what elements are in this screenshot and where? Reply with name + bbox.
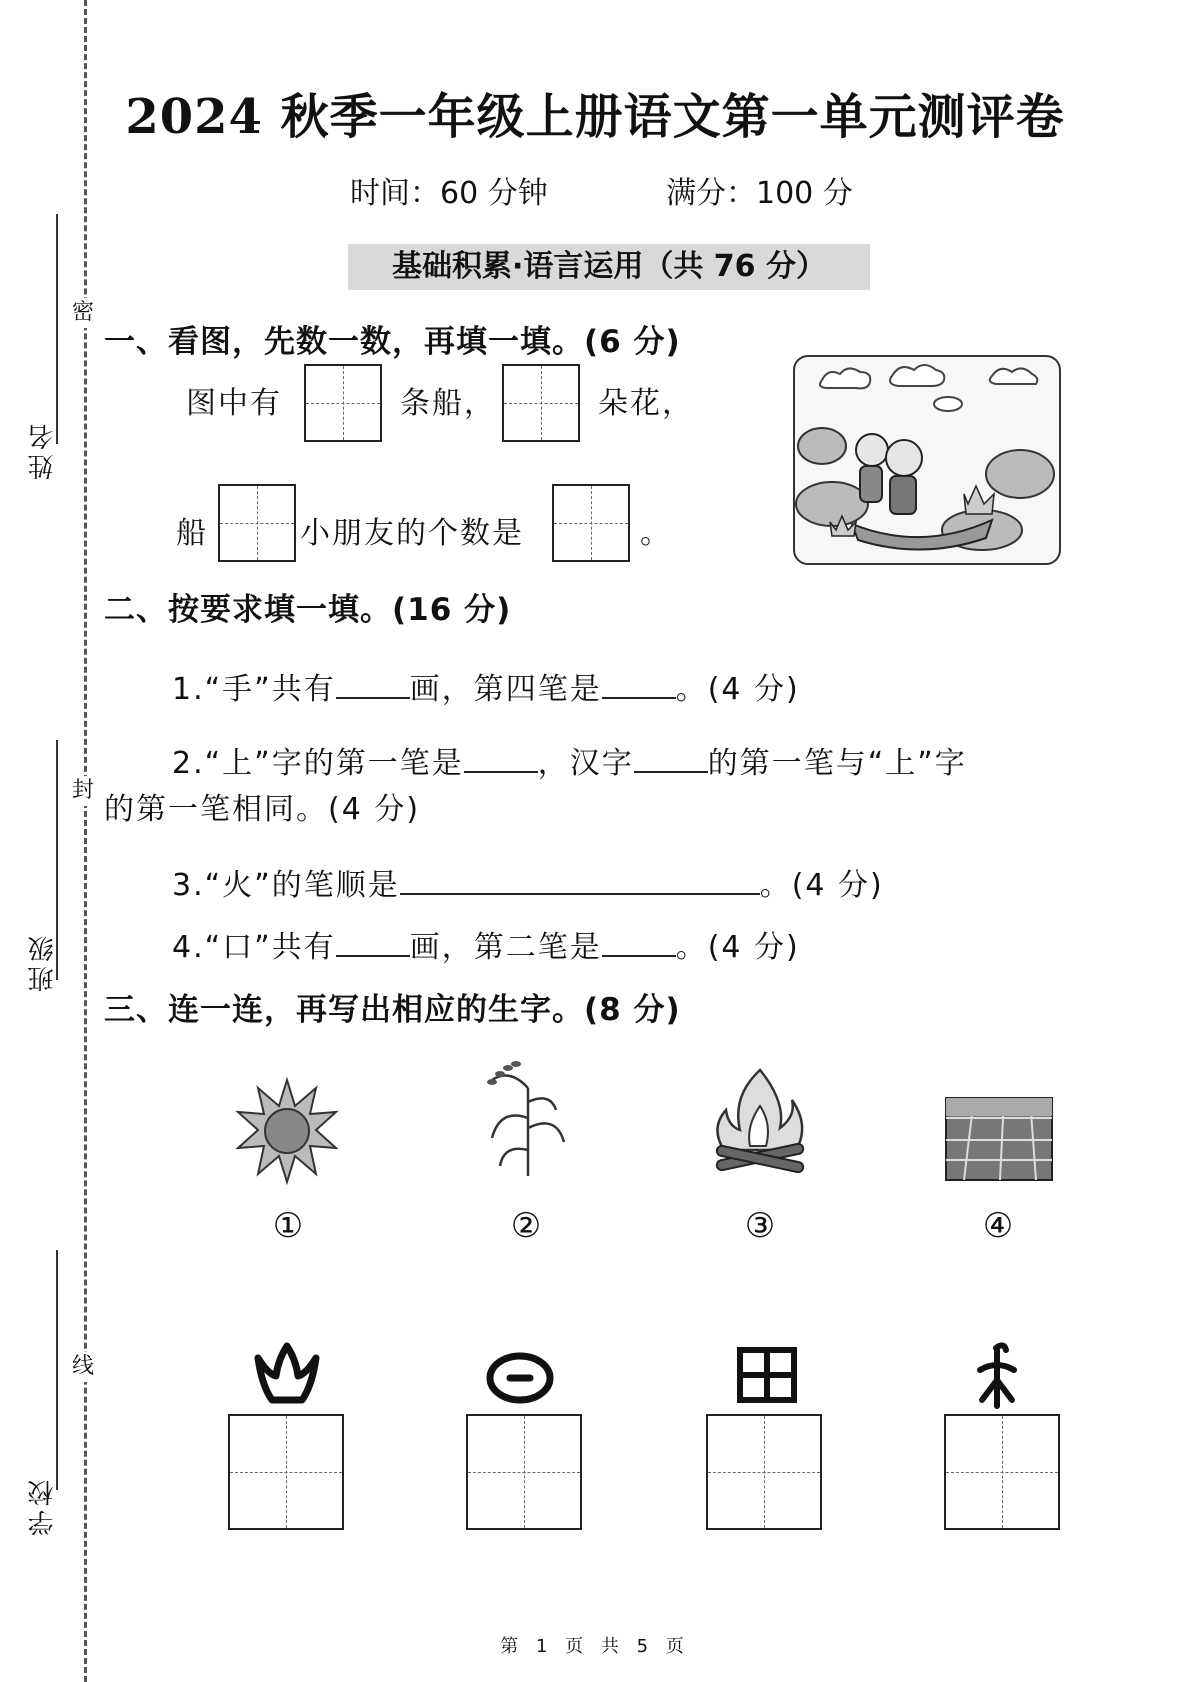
boat-lotus-picture bbox=[792, 354, 1062, 566]
seal-mark-mi: 密 bbox=[72, 298, 94, 328]
q1-text-5: 小朋友的个数是 bbox=[300, 516, 524, 551]
q1-heading: 一、看图，先数一数，再填一填。(6 分) bbox=[104, 324, 681, 360]
q1-answer-box-boats[interactable] bbox=[304, 364, 382, 442]
q3-answer-box-4[interactable] bbox=[944, 1414, 1060, 1530]
q2-item-3-blank[interactable] bbox=[400, 867, 760, 895]
section-header: 基础积累·语言运用（共 76 分） bbox=[348, 244, 870, 290]
q2-item-2-text-c: 的第一笔与“上”字 bbox=[707, 746, 967, 781]
q2-item-1-text-a: 1.“手”共有 bbox=[172, 672, 336, 707]
name-line[interactable] bbox=[56, 214, 58, 444]
q2-item-3-text-b: 。(4 分) bbox=[759, 868, 884, 903]
q1-text-6: 。 bbox=[640, 516, 672, 551]
q2-item-1 bbox=[172, 664, 800, 708]
ancient-sun-glyph-icon bbox=[484, 1350, 556, 1406]
full-score: 满分：100 分 bbox=[666, 176, 853, 211]
q2-item-2-text-a: 2.“上”字的第一笔是 bbox=[172, 746, 464, 781]
ancient-field-glyph-icon bbox=[734, 1344, 800, 1406]
page-title: 2024 秋季一年级上册语文第一单元测评卷 bbox=[125, 89, 1065, 145]
q3-heading: 三、连一连，再写出相应的生字。(8 分) bbox=[104, 992, 681, 1028]
field-icon bbox=[944, 1096, 1054, 1182]
q2-item-4 bbox=[172, 922, 800, 966]
picture-label-3: ③ bbox=[744, 1206, 776, 1246]
time-limit: 时间：60 分钟 bbox=[350, 176, 548, 211]
q1-answer-box-flowers[interactable] bbox=[502, 364, 580, 442]
rice-plant-icon bbox=[470, 1058, 580, 1178]
ancient-fire-glyph-icon bbox=[252, 1340, 322, 1410]
school-label: 学校 bbox=[28, 1476, 58, 1536]
seal-mark-xian: 线 bbox=[72, 1352, 94, 1382]
q2-item-2-text-b: ，汉字 bbox=[537, 746, 634, 781]
q2-item-4-text-a: 4.“口”共有 bbox=[172, 930, 336, 965]
q2-heading: 二、按要求填一填。(16 分) bbox=[104, 592, 512, 628]
q2-item-1-text-b: 画，第四笔是 bbox=[409, 672, 602, 707]
sun-icon bbox=[232, 1076, 342, 1186]
school-line[interactable] bbox=[56, 1250, 58, 1490]
binding-dashed-line bbox=[84, 0, 87, 1682]
q2-item-3 bbox=[172, 860, 884, 904]
page-number: 第 1 页 共 5 页 bbox=[500, 1636, 690, 1657]
q3-answer-box-1[interactable] bbox=[228, 1414, 344, 1530]
class-label: 班级 bbox=[28, 932, 58, 992]
q2-item-4-text-b: 画，第二笔是 bbox=[409, 930, 602, 965]
picture-label-4: ④ bbox=[982, 1206, 1014, 1246]
picture-label-2: ② bbox=[510, 1206, 542, 1246]
fire-icon bbox=[710, 1066, 810, 1178]
q2-item-4-blank-2[interactable] bbox=[602, 929, 676, 957]
q2-item-4-text-c: 。(4 分) bbox=[675, 930, 800, 965]
q2-item-1-blank-2[interactable] bbox=[602, 671, 676, 699]
q2-item-2-text-d: 的第一笔相同。(4 分) bbox=[104, 792, 421, 827]
q1-text-2: 条船， bbox=[400, 386, 496, 421]
q1-answer-box-children[interactable] bbox=[552, 484, 630, 562]
q2-item-1-blank-1[interactable] bbox=[336, 671, 410, 699]
q2-item-1-text-c: 。(4 分) bbox=[675, 672, 800, 707]
q3-answer-box-3[interactable] bbox=[706, 1414, 822, 1530]
name-label: 姓名 bbox=[28, 420, 58, 480]
q2-item-2 bbox=[172, 738, 967, 782]
q1-text-1: 图中有 bbox=[186, 386, 282, 421]
q2-item-3-text-a: 3.“火”的笔顺是 bbox=[172, 868, 400, 903]
q1-text-3: 朵花， bbox=[598, 386, 694, 421]
q3-answer-box-2[interactable] bbox=[466, 1414, 582, 1530]
q1-text-4: 船 bbox=[176, 516, 208, 551]
q2-item-2-blank-1[interactable] bbox=[464, 745, 538, 773]
q1-compare-box[interactable] bbox=[218, 484, 296, 562]
picture-label-1: ① bbox=[272, 1206, 304, 1246]
ancient-grain-glyph-icon bbox=[972, 1340, 1022, 1410]
q2-item-4-blank-1[interactable] bbox=[336, 929, 410, 957]
seal-mark-feng: 封 bbox=[72, 776, 94, 806]
q2-item-2-blank-2[interactable] bbox=[634, 745, 708, 773]
